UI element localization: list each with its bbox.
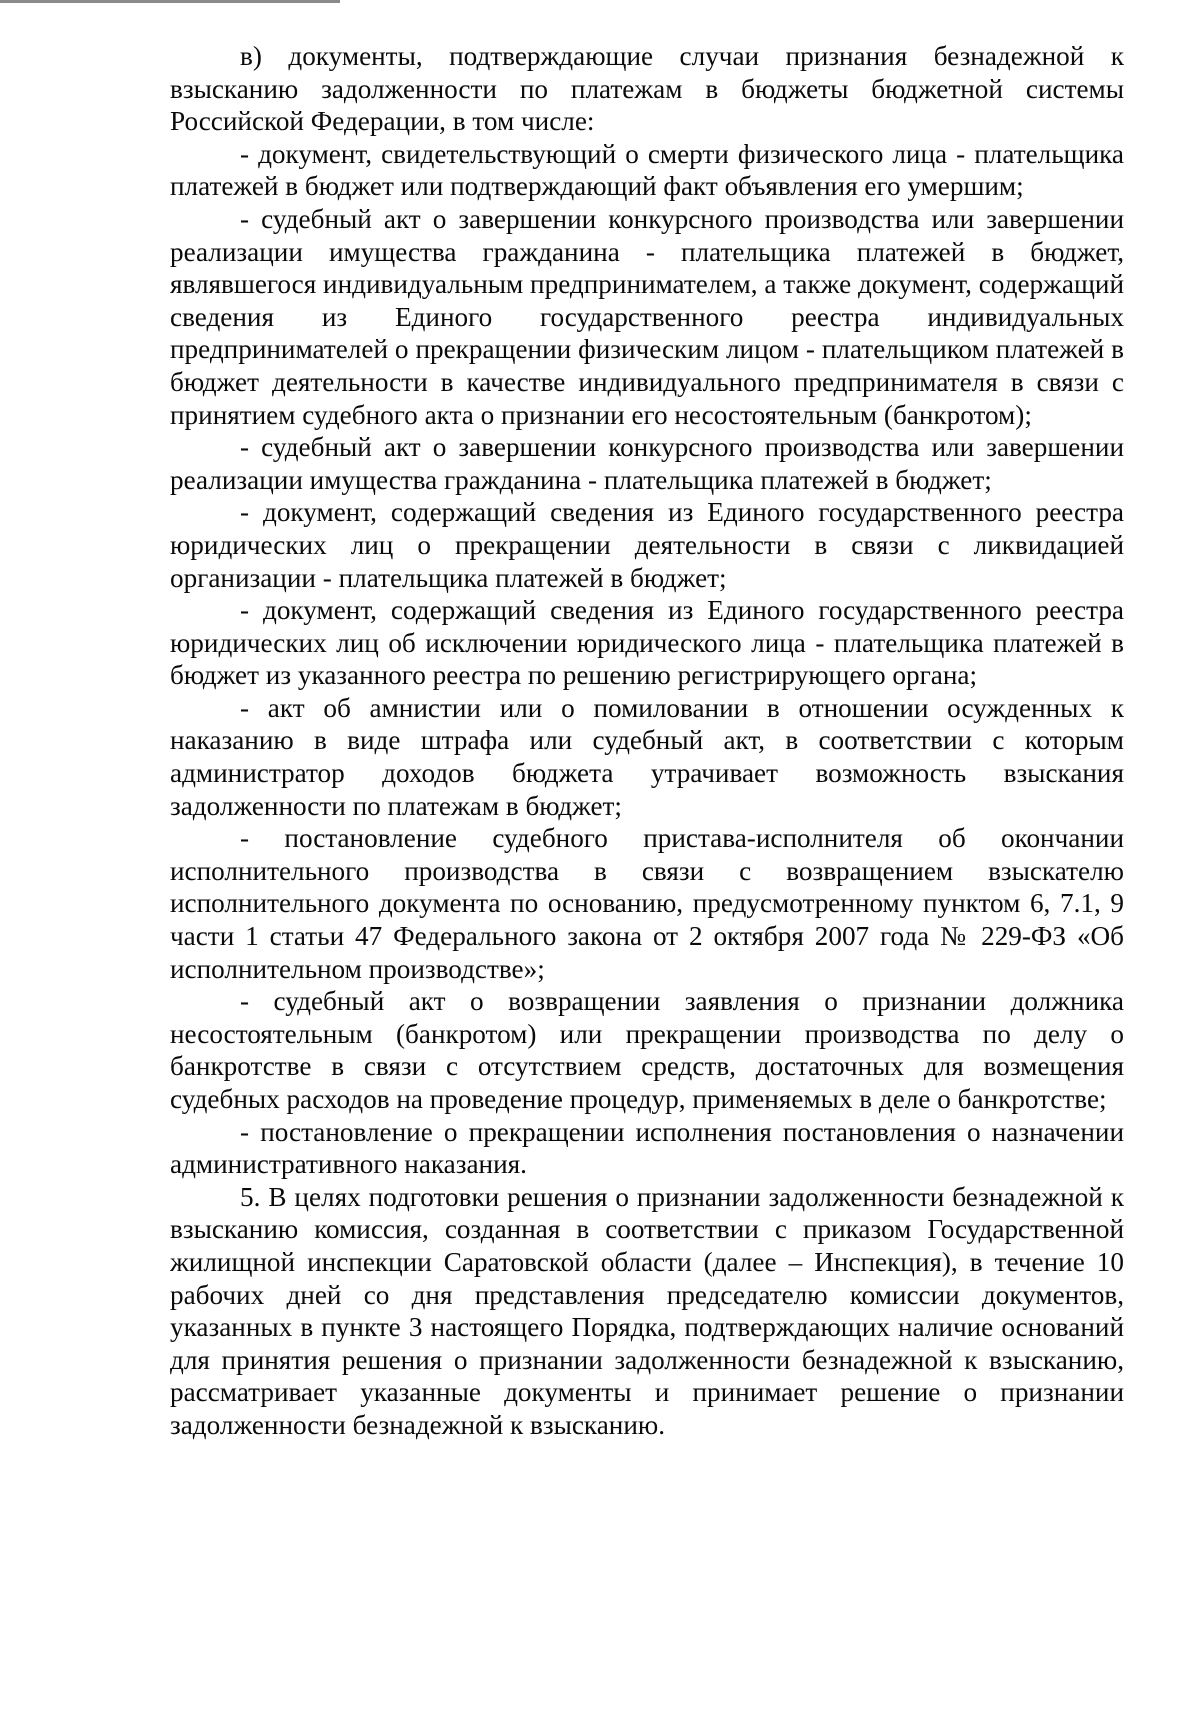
document-body bbox=[170, 40, 1124, 1442]
paragraph-liquidation: - документ, содержащий сведения из Единого государственного реестра юридических лиц о прекращении деятельности в связи с ликвидацией организации - плательщика платежей в бюджет; bbox=[170, 497, 1124, 593]
paragraph-v-intro: в) документы, подтверждающие случаи признания безнадежной к взысканию задолженности по платежам в бюджеты бюджетной системы Российской Федерации, в том числе: bbox=[170, 41, 1124, 137]
scan-edge-mark bbox=[0, 0, 340, 3]
paragraph-exclusion-from-registry: - документ, содержащий сведения из Единого государственного реестра юридических лиц об исключении юридического лица - плательщика платежей в бюджет из указанного реестра по решению регистрирующего органа; bbox=[170, 595, 1124, 691]
paragraph-bailiff-resolution: - постановление судебного пристава-исполнителя об окончании исполнительного производства в связи с возвращением взыскателю исполнительного документа по основанию, предусмотренному пунктом 6, 7.1, 9 части 1 статьи 47 Федерального закона от 2 октября 2007 года № 229-ФЗ «Об исполнительном производстве»; bbox=[170, 823, 1124, 984]
paragraph-death-document: - документ, свидетельствующий о смерти физического лица - плательщика платежей в бюджет или подтверждающий факт объявления его умершим; bbox=[170, 138, 1124, 202]
paragraph-bankruptcy-entrepreneur: - судебный акт о завершении конкурсного производства или завершении реализации имущества гражданина - плательщика платежей в бюджет, являвшегося индивидуальным предпринимателем, а также документ, содержащий сведения из Единого государственного реестра индивидуальных предпринимателей о прекращении физическим лицом - плательщиком платежей в бюджет деятельности в качестве индивидуального предпринимателя в связи с принятием судебного акта о признании его несостоятельным (банкротом); bbox=[170, 203, 1124, 430]
paragraph-return-of-application: - судебный акт о возвращении заявления о признании должника несостоятельным (банкротом) или прекращении производства по делу о банкротстве в связи с отсутствием средств, достаточных для возмещения судебных расходов на проведение процедур, применяемых в деле о банкротстве; bbox=[170, 986, 1124, 1114]
paragraph-termination-of-execution: - постановление о прекращении исполнения постановления о назначении административного наказания. bbox=[170, 1116, 1124, 1180]
paragraph-section-5: 5. В целях подготовки решения о признании задолженности безнадежной к взысканию комиссия, созданная в соответствии с приказом Государственной жилищной инспекции Саратовской области (далее – Инспекция), в течение 10 рабочих дней со дня представления председателю комиссии документов, указанных в пункте 3 настоящего Порядка, подтверждающих наличие оснований для принятия решения о признании задолженности безнадежной к взысканию, рассматривает указанные документы и принимает решение о признании задолженности безнадежной к взысканию. bbox=[170, 1181, 1124, 1440]
paragraph-bankruptcy-citizen: - судебный акт о завершении конкурсного производства или завершении реализации имущества гражданина - плательщика платежей в бюджет; bbox=[170, 432, 1124, 495]
paragraph-amnesty: - акт об амнистии или о помиловании в отношении осужденных к наказанию в виде штрафа или судебный акт, в соответствии с которым администратор доходов бюджета утрачивает возможность взыскания задолженности по платежам в бюджет; bbox=[170, 692, 1124, 821]
